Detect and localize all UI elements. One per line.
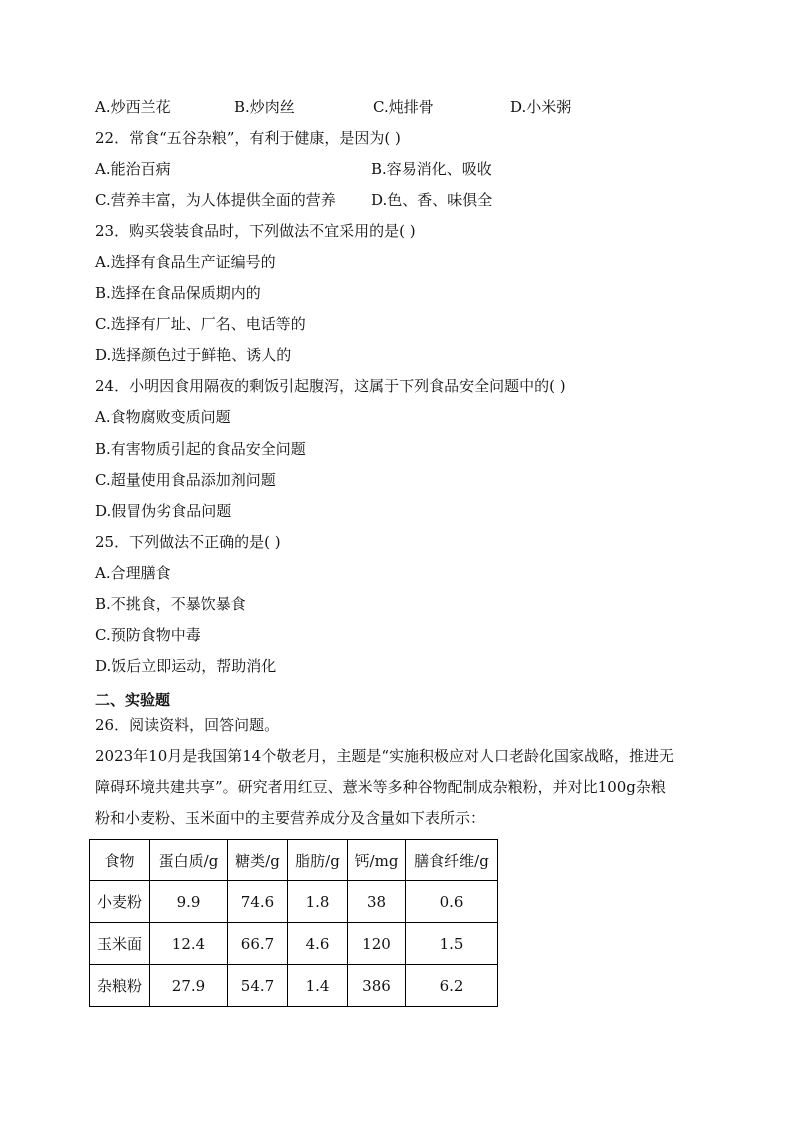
table-cell: 1.5 — [406, 923, 498, 965]
table-cell: 386 — [348, 965, 406, 1007]
q21-option-a: A.炒西兰花 — [95, 98, 171, 116]
q26-paragraph-line-2: 障碍环境共建共享”。研究者用红豆、薏米等多种谷物配制成杂粮粉，并对比100g杂粮 — [95, 778, 666, 796]
q24-option-a: A.食物腐败变质问题 — [95, 408, 231, 426]
table-cell: 120 — [348, 923, 406, 965]
q21-option-b: B.炒肉丝 — [234, 98, 295, 116]
table-cell: 27.9 — [150, 965, 228, 1007]
table-row — [90, 965, 498, 1007]
q21-option-d: D.小米粥 — [510, 98, 572, 116]
q25-option-d: D.饭后立即运动，帮助消化 — [95, 657, 277, 675]
q25-option-a: A.合理膳食 — [95, 564, 171, 582]
q21-options-row — [95, 96, 695, 118]
q23-stem: 23．购买袋装食品时，下列做法不宜采用的是( ) — [95, 222, 416, 240]
nutrition-table — [89, 839, 498, 1007]
table-header-cell: 糖类/g — [228, 840, 288, 881]
q22-options-row-1 — [95, 158, 695, 180]
q26-stem: 26．阅读资料，回答问题。 — [95, 716, 280, 734]
table-header-cell: 钙/mg — [348, 840, 406, 881]
table-cell: 1.8 — [288, 881, 348, 923]
q22-stem: 22．常食“五谷杂粮”，有利于健康，是因为( ) — [95, 129, 401, 147]
table-cell: 1.4 — [288, 965, 348, 1007]
table-header-row — [90, 840, 498, 881]
q22-option-a: A.能治百病 — [95, 160, 171, 178]
q22-options-row-2 — [95, 189, 695, 211]
q22-option-b: B.容易消化、吸收 — [371, 160, 492, 178]
q23-option-c: C.选择有厂址、厂名、电话等的 — [95, 315, 306, 333]
table-cell: 4.6 — [288, 923, 348, 965]
q21-option-c: C.炖排骨 — [373, 98, 434, 116]
table-row — [90, 881, 498, 923]
table-cell: 54.7 — [228, 965, 288, 1007]
table-cell: 9.9 — [150, 881, 228, 923]
table-cell-food: 玉米面 — [90, 923, 150, 965]
table-cell: 0.6 — [406, 881, 498, 923]
table-cell: 66.7 — [228, 923, 288, 965]
table-cell: 12.4 — [150, 923, 228, 965]
q23-option-d: D.选择颜色过于鲜艳、诱人的 — [95, 346, 292, 364]
q25-stem: 25．下列做法不正确的是( ) — [95, 533, 281, 551]
table-cell-food: 杂粮粉 — [90, 965, 150, 1007]
q25-option-c: C.预防食物中毒 — [95, 626, 201, 644]
q24-option-c: C.超量使用食品添加剂问题 — [95, 471, 276, 489]
section-title: 二、实验题 — [95, 691, 171, 709]
q26-paragraph-line-3: 粉和小麦粉、玉米面中的主要营养成分及含量如下表所示： — [95, 809, 486, 827]
table-cell: 74.6 — [228, 881, 288, 923]
table-header-cell: 蛋白质/g — [150, 840, 228, 881]
q24-option-d: D.假冒伪劣食品问题 — [95, 502, 232, 520]
table-header-cell: 脂肪/g — [288, 840, 348, 881]
q25-option-b: B.不挑食，不暴饮暴食 — [95, 595, 246, 613]
table-cell: 38 — [348, 881, 406, 923]
q26-paragraph-line-1: 2023年10月是我国第14个敬老月，主题是“实施积极应对人口老龄化国家战略，推进无 — [95, 747, 675, 765]
q22-option-c: C.营养丰富，为人体提供全面的营养 — [95, 191, 336, 209]
q23-option-b: B.选择在食品保质期内的 — [95, 284, 261, 302]
table-cell-food: 小麦粉 — [90, 881, 150, 923]
q22-option-d: D.色、香、味俱全 — [371, 191, 493, 209]
table-cell: 6.2 — [406, 965, 498, 1007]
table-header-cell: 食物 — [90, 840, 150, 881]
q24-option-b: B.有害物质引起的食品安全问题 — [95, 440, 306, 458]
q23-option-a: A.选择有食品生产证编号的 — [95, 253, 276, 271]
q24-stem: 24．小明因食用隔夜的剩饭引起腹泻，这属于下列食品安全问题中的( ) — [95, 377, 566, 395]
table-header-cell: 膳食纤维/g — [406, 840, 498, 881]
table-row — [90, 923, 498, 965]
